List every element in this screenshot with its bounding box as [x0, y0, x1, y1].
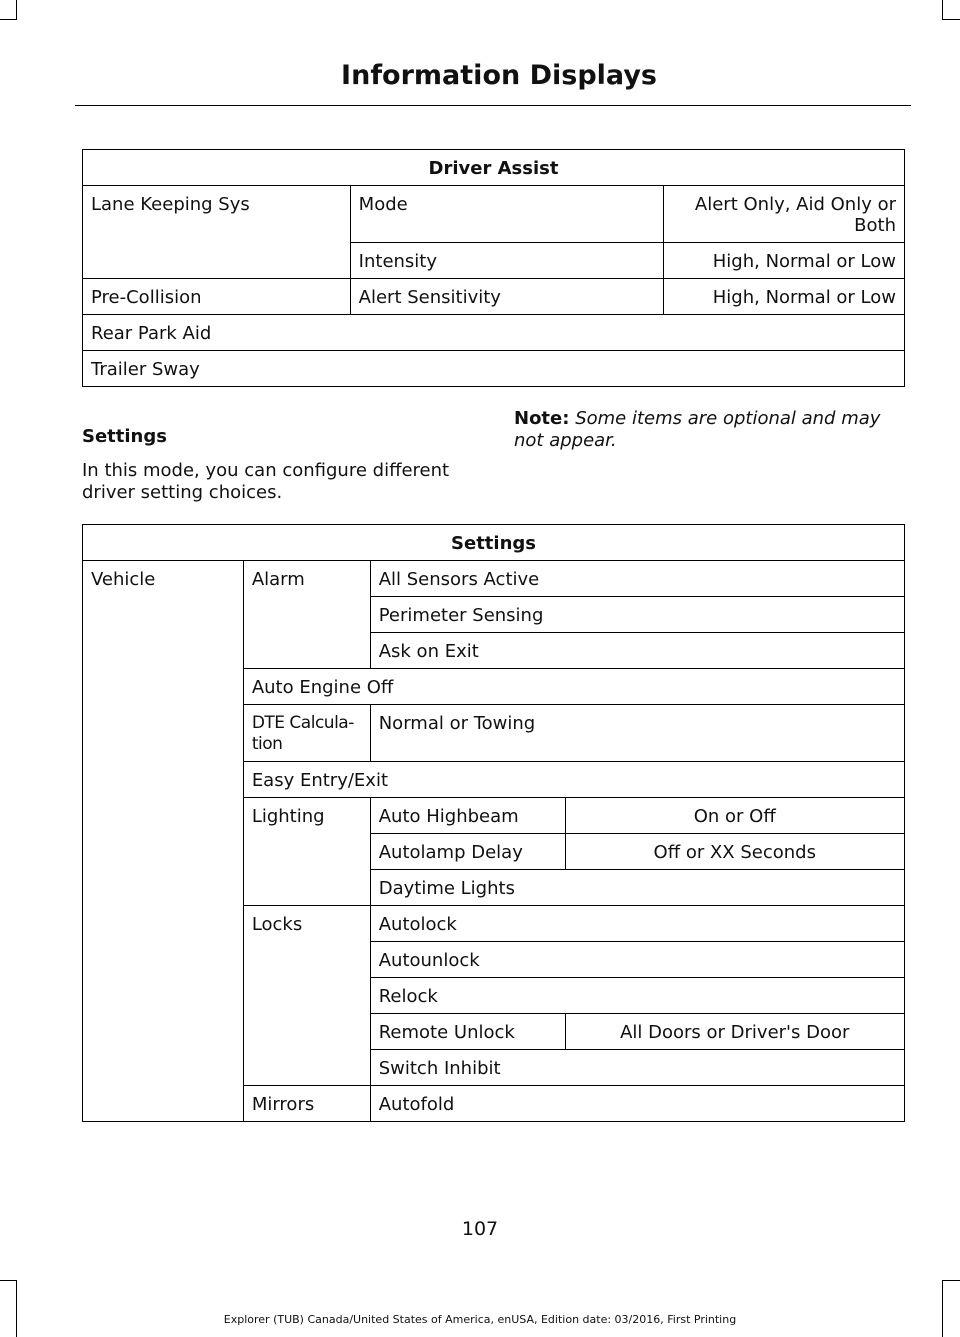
table-cell: Trailer Sway	[83, 351, 905, 387]
table-cell: Mirrors	[243, 1086, 370, 1122]
table-cell: Perimeter Sensing	[370, 597, 904, 633]
table-cell: Locks	[243, 906, 370, 1086]
crop-mark	[0, 1280, 17, 1281]
options-text: Alert Only, Aid Only or Both	[694, 194, 896, 236]
table-cell: Relock	[370, 978, 904, 1014]
table-cell: All Doors or Driver's Door	[565, 1014, 904, 1050]
crop-mark	[0, 19, 17, 20]
table-cell: Switch Inhibit	[370, 1050, 904, 1086]
table-cell: Mode	[350, 186, 664, 243]
crop-mark	[16, 0, 17, 20]
table-cell: Remote Unlock	[370, 1014, 565, 1050]
table-cell: Autolock	[370, 906, 904, 942]
crop-mark	[942, 1280, 943, 1337]
table-cell: Auto Engine Off	[243, 669, 904, 705]
table-title: Driver Assist	[83, 150, 905, 186]
table-cell: Ask on Exit	[370, 633, 904, 669]
table-cell: Autolamp Delay	[370, 834, 565, 870]
table-cell: Normal or Towing	[370, 705, 904, 762]
section-body: In this mode, you can configure different driver setting choices.	[82, 460, 450, 503]
table-cell: High, Normal or Low	[664, 243, 905, 279]
table-cell: Off or XX Seconds	[565, 834, 904, 870]
page-number: 107	[461, 1218, 499, 1240]
note-label: Note:	[514, 408, 570, 429]
driver-assist-table	[82, 149, 905, 387]
crop-mark	[942, 19, 960, 20]
header-divider	[75, 105, 911, 106]
table-cell: Daytime Lights	[370, 870, 904, 906]
table-cell: Easy Entry/Exit	[243, 762, 904, 798]
table-cell: Rear Park Aid	[83, 315, 905, 351]
table-cell: Auto Highbeam	[370, 798, 565, 834]
table-cell: Vehicle	[83, 561, 244, 1122]
table-cell: On or Off	[565, 798, 904, 834]
footer-text: Explorer (TUB) Canada/United States of America, enUSA, Edition date: 03/2016, First Printing	[223, 1313, 737, 1326]
table-cell: Autounlock	[370, 942, 904, 978]
table-cell: DTE Calcula-tion	[243, 705, 370, 762]
table-cell	[664, 186, 905, 243]
table-cell: All Sensors Active	[370, 561, 904, 597]
crop-mark	[16, 1280, 17, 1337]
table-cell: Alert Sensitivity	[350, 279, 664, 315]
table-cell	[83, 243, 351, 279]
note	[514, 408, 904, 452]
table-cell: Lane Keeping Sys	[83, 186, 351, 243]
table-cell: Lighting	[243, 798, 370, 906]
crop-mark	[942, 1280, 960, 1281]
page-title: Information Displays	[341, 60, 657, 91]
section-heading: Settings	[82, 426, 167, 447]
settings-table	[82, 524, 905, 1122]
table-cell: Alarm	[243, 561, 370, 669]
table-cell: Intensity	[350, 243, 664, 279]
note-text: Some items are optional and may not appear.	[514, 408, 881, 451]
table-title: Settings	[83, 525, 905, 561]
table-cell: High, Normal or Low	[664, 279, 905, 315]
table-cell: Pre-Collision	[83, 279, 351, 315]
table-cell: Autofold	[370, 1086, 904, 1122]
crop-mark	[942, 0, 943, 20]
